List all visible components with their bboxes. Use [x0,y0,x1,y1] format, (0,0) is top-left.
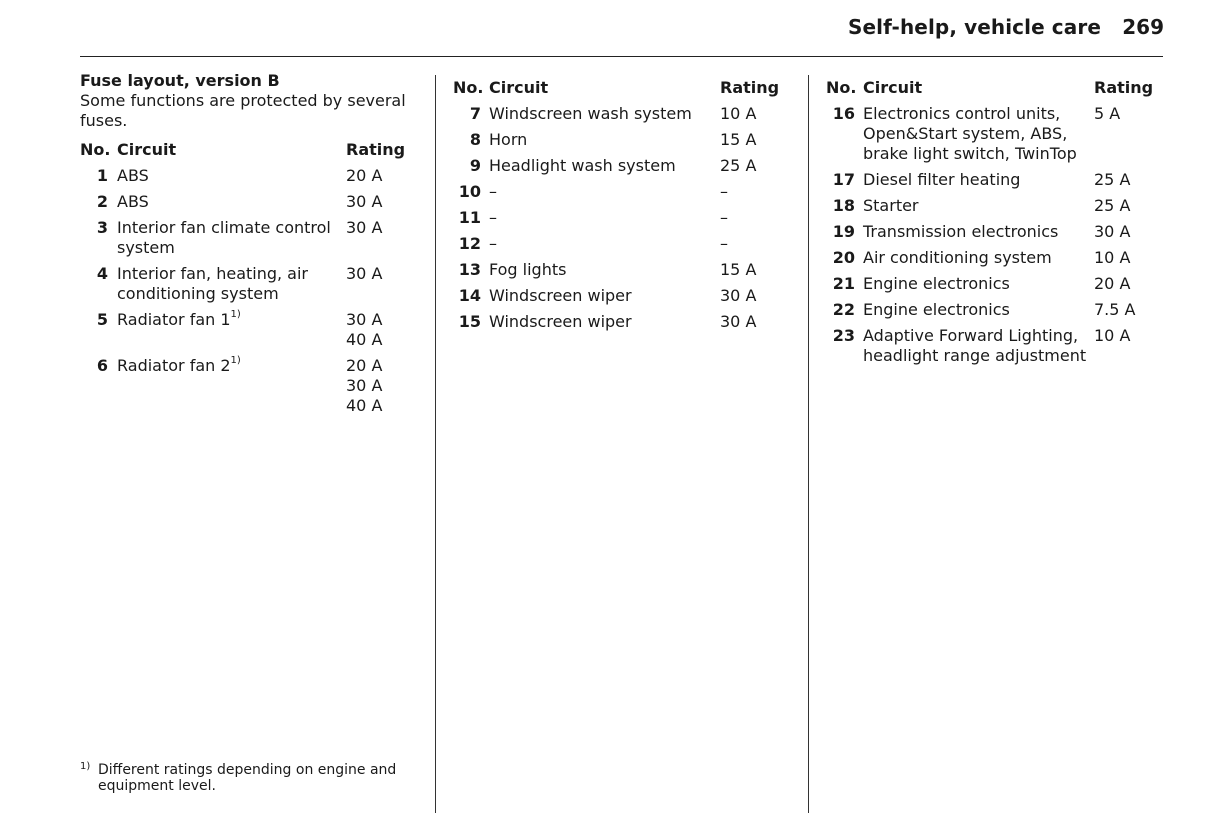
fuse-number: 21 [832,274,855,293]
fuse-number: 7 [469,104,481,123]
fuse-number: 16 [832,104,855,123]
rating-value: 30 A [720,312,757,331]
header-divider [80,56,1163,57]
fuse-number: 6 [96,356,108,375]
header-circuit: Circuit [863,78,923,97]
fuse-number: 14 [458,286,481,305]
fuse-rating [1094,104,1120,124]
fuse-circuit: Engine electronics [863,274,1010,293]
fuse-number: 3 [96,218,108,237]
fuse-rating [720,312,756,332]
fuse-circuit: ABS [117,166,149,185]
fuse-rating [346,310,382,350]
fuse-rating [720,286,756,306]
fuse-circuit: ABS [117,192,149,211]
rating-value: 30 A [346,192,383,211]
fuse-circuit: Interior fan climate control system [117,218,331,257]
header-circuit: Circuit [489,78,549,97]
rating-value: – [720,208,728,227]
rating-value: 30 A [346,376,383,395]
fuse-number: 20 [832,248,855,267]
fuse-circuit: Windscreen wiper [489,286,632,305]
fuse-rating [346,192,382,212]
fuse-circuit: Diesel filter heating [863,170,1021,189]
fuse-number: 18 [832,196,855,215]
rating-value: 10 A [1094,326,1131,345]
fuse-circuit: Interior fan, heating, air conditioning system [117,264,309,303]
fuse-rating [720,156,756,176]
fuse-number: 4 [96,264,108,283]
fuse-rating [720,182,728,202]
fuse-circuit: – [489,208,497,227]
fuse-circuit: Fog lights [489,260,567,279]
fuse-circuit: Windscreen wiper [489,312,632,331]
fuse-circuit: – [489,182,497,201]
fuse-rating [1094,326,1130,346]
fuse-rating [1094,196,1130,216]
rating-value: 10 A [1094,248,1131,267]
fuse-circuit: Electronics control units, Open&Start system, ABS, brake light switch, TwinTop [863,104,1077,163]
header-no: No. [826,78,857,97]
fuse-circuit: Adaptive Forward Lighting, headlight range adjustment [863,326,1087,365]
fuse-circuit: Headlight wash system [489,156,676,175]
header-circuit: Circuit [117,140,177,159]
footnote-mark: 1) [80,761,91,772]
rating-value: – [720,234,728,253]
fuse-circuit: Windscreen wash system [489,104,692,123]
fuse-number: 2 [96,192,108,211]
fuse-rating [346,218,382,238]
fuse-rating [1094,248,1130,268]
column-divider-2 [808,75,809,813]
fuse-number: 15 [458,312,481,331]
rating-value: 25 A [1094,196,1131,215]
intro-heading: Fuse layout, version B [80,71,280,90]
fuse-number: 17 [832,170,855,189]
rating-value: 20 A [1094,274,1131,293]
rating-value: 30 A [1094,222,1131,241]
footnote-reference: 1) [230,308,241,320]
fuse-number: 1 [96,166,108,185]
fuse-circuit: Starter [863,196,919,215]
footnote [80,762,400,794]
rating-value: 15 A [720,260,757,279]
page-number: 269 [1122,15,1164,39]
fuse-circuit: Horn [489,130,528,149]
header-rating: Rating [720,78,780,97]
rating-value: 15 A [720,130,757,149]
fuse-circuit: Radiator fan 2$^{1)}$ [117,354,241,375]
fuse-rating [346,264,382,284]
fuse-rating [1094,170,1130,190]
rating-value: 40 A [346,330,383,349]
fuse-number: 9 [469,156,481,175]
rating-value: 25 A [720,156,757,175]
fuse-circuit: Engine electronics [863,300,1010,319]
intro-block [80,71,410,131]
fuse-circuit: Radiator fan 1$^{1)}$ [117,308,241,329]
fuse-number: 10 [458,182,481,201]
rating-value: 20 A [346,166,383,185]
rating-value: 10 A [720,104,757,123]
rating-value: 40 A [346,396,383,415]
fuse-rating [720,208,728,228]
rating-value: 30 A [720,286,757,305]
column-divider-1 [435,75,436,813]
fuse-number: 19 [832,222,855,241]
header-rating: Rating [346,140,406,159]
rating-value: 30 A [346,310,383,329]
rating-value: 20 A [346,356,383,375]
rating-value: – [720,182,728,201]
fuse-rating [720,234,728,254]
fuse-rating [720,104,756,124]
fuse-number: 11 [458,208,481,227]
fuse-circuit: – [489,234,497,253]
fuse-rating [1094,274,1130,294]
fuse-circuit: Transmission electronics [863,222,1059,241]
fuse-number: 5 [96,310,108,329]
footnote-reference: 1) [230,354,241,366]
fuse-circuit: Air conditioning system [863,248,1052,267]
fuse-rating [346,166,382,186]
fuse-number: 13 [458,260,481,279]
rating-value: 30 A [346,218,383,237]
fuse-number: 23 [832,326,855,345]
section-title: Self-help, vehicle care [847,15,1101,39]
rating-value: 25 A [1094,170,1131,189]
fuse-rating [1094,222,1130,242]
intro-text: Some functions are protected by several fuses. [80,91,406,130]
fuse-rating [720,130,756,150]
fuse-number: 22 [832,300,855,319]
footnote-text: Different ratings depending on engine and equipment level. [98,762,397,794]
rating-value: 7.5 A [1094,300,1136,319]
rating-value: 5 A [1094,104,1121,123]
rating-value: 30 A [346,264,383,283]
fuse-number: 12 [458,234,481,253]
fuse-number: 8 [469,130,481,149]
header-no: No. [453,78,484,97]
fuse-rating [720,260,756,280]
header-rating: Rating [1094,78,1154,97]
fuse-rating [1094,300,1135,320]
header-no: No. [80,140,111,159]
fuse-rating [346,356,382,416]
